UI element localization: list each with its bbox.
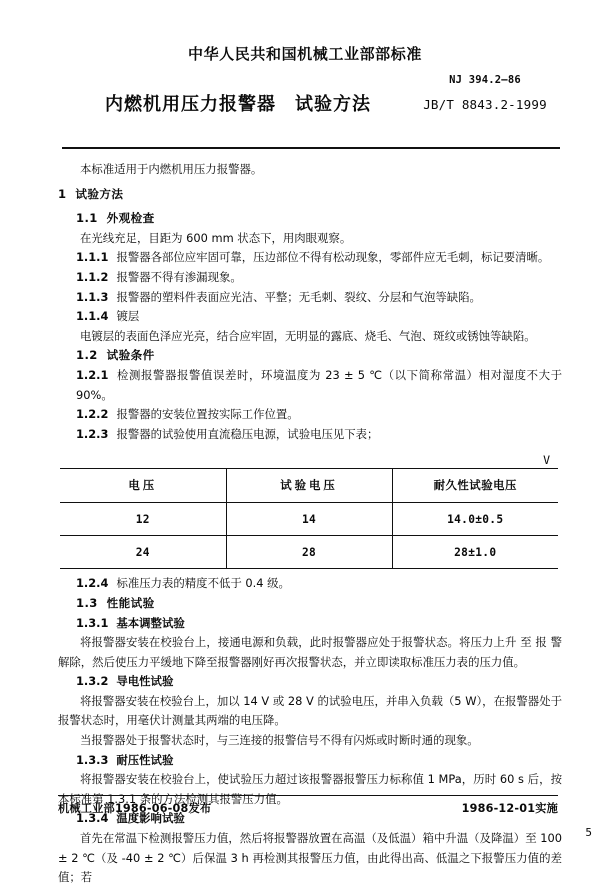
section-1-3-1-paragraph: 将报警器安装在校验台上，接通电源和负载，此时报警器应处于报警状态。将压力上升 至 报 警 解除，然后使压力平缓地下降至报警器刚好再次报警状态，并立即读取标准压力表的压力值。 xyxy=(58,635,562,669)
clause-1-2-4 xyxy=(58,574,562,594)
table-row xyxy=(60,503,558,535)
clause-1-2-2-number: 1.2.2 xyxy=(76,407,109,422)
section-1-3-3-heading xyxy=(58,751,562,771)
clause-1-1-1 xyxy=(58,248,562,268)
section-1-number: 1 xyxy=(58,186,67,201)
section-1-1-heading xyxy=(58,209,562,229)
clause-1-2-2 xyxy=(58,405,562,425)
footer-divider xyxy=(58,795,558,796)
clause-1-1-3-number: 1.1.3 xyxy=(76,289,109,304)
voltage-table-body-1 xyxy=(60,503,558,535)
table-cell-endurance-voltage-1: 14.0±0.5 xyxy=(392,503,558,535)
title-row xyxy=(58,74,560,128)
clause-1-1-4 xyxy=(58,307,562,327)
section-1-3-number: 1.3 xyxy=(76,595,98,610)
scope-paragraph: 本标准适用于内燃机用压力报警器。 xyxy=(80,162,263,176)
clause-1-2-1-number: 1.2.1 xyxy=(76,367,109,382)
voltage-table-body-2 xyxy=(60,536,558,568)
clause-1-1-2-number: 1.1.2 xyxy=(76,269,109,284)
section-1-2-number: 1.2 xyxy=(76,348,98,363)
section-1-3-heading xyxy=(58,594,562,614)
voltage-table-unit: V xyxy=(543,453,550,468)
voltage-table-block xyxy=(58,453,562,569)
clause-1-1-4-number: 1.1.4 xyxy=(76,309,109,324)
document-footer xyxy=(58,800,558,820)
table-cell-voltage-2: 24 xyxy=(60,536,226,568)
table-col-header-voltage: 电压 xyxy=(60,469,226,502)
clause-1-2-1-text: 检测报警器报警值误差时，环境温度为 23 ± 5 ℃（以下简称常温）相对湿度不大于 90%。 xyxy=(76,367,562,402)
section-1-title: 试验方法 xyxy=(75,186,124,201)
section-1-3-1-number: 1.3.1 xyxy=(76,615,109,630)
section-1-3-1-title: 基本调整试验 xyxy=(116,615,185,630)
document-header xyxy=(58,44,560,128)
clause-1-2-4-number: 1.2.4 xyxy=(76,576,109,591)
section-1-1-number: 1.1 xyxy=(76,211,98,226)
section-1-3-2-paragraph-1: 将报警器安装在校验台上，加以 14 V 或 28 V 的试验电压，并串入负载（5 W），在报警器处于报警状态时，用毫伏计测量其两端的电压降。 xyxy=(58,693,562,728)
section-1-2-title: 试验条件 xyxy=(106,348,155,363)
clause-1-1-1-text: 报警器各部位应牢固可靠，压边部位不得有松动现象，零部件应无毛刺，标记要清晰。 xyxy=(116,250,550,265)
standard-code-old: NJ 394.2—86 xyxy=(449,74,521,86)
clause-1-2-3 xyxy=(58,425,562,445)
page-number: 5 xyxy=(585,826,592,839)
clause-1-2-2-text: 报警器的安装位置按实际工作位置。 xyxy=(116,407,299,422)
section-1-3-2-number: 1.3.2 xyxy=(76,674,109,689)
plating-paragraph: 电镀层的表面色泽应光亮，结合应牢固，无明显的露底、烧毛、气泡、斑纹或锈蚀等缺陷。 xyxy=(80,328,536,343)
standard-code-new: JB/T 8843.2-1999 xyxy=(423,97,547,112)
section-1-3-2-heading xyxy=(58,672,562,692)
section-1-3-3-paragraph: 将报警器安装在校验台上，使试验压力超过该报警器报警压力标称值 1 MPa，历时 60 s 后，按本标准第 1.3.1 条的方法检测其报警压力值。 xyxy=(58,772,562,806)
voltage-table xyxy=(60,469,558,502)
header-divider xyxy=(62,147,560,149)
table-col-header-endurance-voltage: 耐久性试验电压 xyxy=(392,469,558,502)
footer-issue-date: 机械工业部1986-06-08发布 xyxy=(58,802,212,815)
clause-1-1-2 xyxy=(58,268,562,288)
section-1-heading xyxy=(58,185,562,205)
document-body xyxy=(58,160,562,888)
clause-1-2-3-number: 1.2.3 xyxy=(76,426,109,441)
footer-effective-date: 1986-12-01实施 xyxy=(461,802,558,815)
section-1-3-4-title: 温度影响试验 xyxy=(116,811,185,826)
clause-1-2-1 xyxy=(58,366,562,405)
table-cell-voltage-1: 12 xyxy=(60,503,226,535)
clause-1-1-2-text: 报警器不得有渗漏现象。 xyxy=(116,269,242,284)
table-row xyxy=(60,536,558,568)
section-1-1-title: 外观检查 xyxy=(106,211,155,226)
section-1-1-intro: 在光线充足，目距为 600 mm 状态下，用肉眼观察。 xyxy=(80,230,352,245)
section-1-3-title: 性能试验 xyxy=(106,595,155,610)
table-cell-endurance-voltage-2: 28±1.0 xyxy=(392,536,558,568)
section-1-3-2-paragraph-2: 当报警器处于报警状态时，与三连接的报警信号不得有闪烁或时断时通的现象。 xyxy=(80,733,479,748)
table-col-header-test-voltage: 试验电压 xyxy=(226,469,392,502)
clause-1-1-3-text: 报警器的塑料件表面应光洁、平整；无毛刺、裂纹、分层和气泡等缺陷。 xyxy=(116,289,481,304)
document-title: 内燃机用压力报警器 试验方法 xyxy=(105,94,371,115)
table-cell-test-voltage-2: 28 xyxy=(226,536,392,568)
clause-1-1-1-number: 1.1.1 xyxy=(76,250,109,265)
standard-codes xyxy=(410,72,560,116)
section-1-3-2-title: 导电性试验 xyxy=(116,674,174,689)
section-1-3-4-paragraph: 首先在常温下检测报警压力值，然后将报警器放置在高温（及低温）箱中升温（及降温）至 100 ± 2 ℃（及 -40 ± 2 ℃）后保温 3 h 再检测其报警压力值，由此得出高、低温之下报警压力值的差值；若 xyxy=(58,831,562,885)
section-1-3-3-title: 耐压性试验 xyxy=(116,752,174,767)
section-1-3-1-heading xyxy=(58,614,562,634)
clause-1-2-3-text: 报警器的试验使用直流稳压电源，试验电压见下表； xyxy=(116,426,379,441)
clause-1-2-4-text: 标准压力表的精度不低于 0.4 级。 xyxy=(116,576,290,591)
clause-1-1-3 xyxy=(58,288,562,308)
section-1-3-3-number: 1.3.3 xyxy=(76,752,109,767)
section-1-3-4-number: 1.3.4 xyxy=(76,811,109,826)
table-cell-test-voltage-1: 14 xyxy=(226,503,392,535)
clause-1-1-4-text: 镀层 xyxy=(116,309,140,324)
table-header-row xyxy=(60,469,558,502)
issuing-organization: 中华人民共和国机械工业部部标准 xyxy=(187,45,422,63)
section-1-2-heading xyxy=(58,346,562,366)
